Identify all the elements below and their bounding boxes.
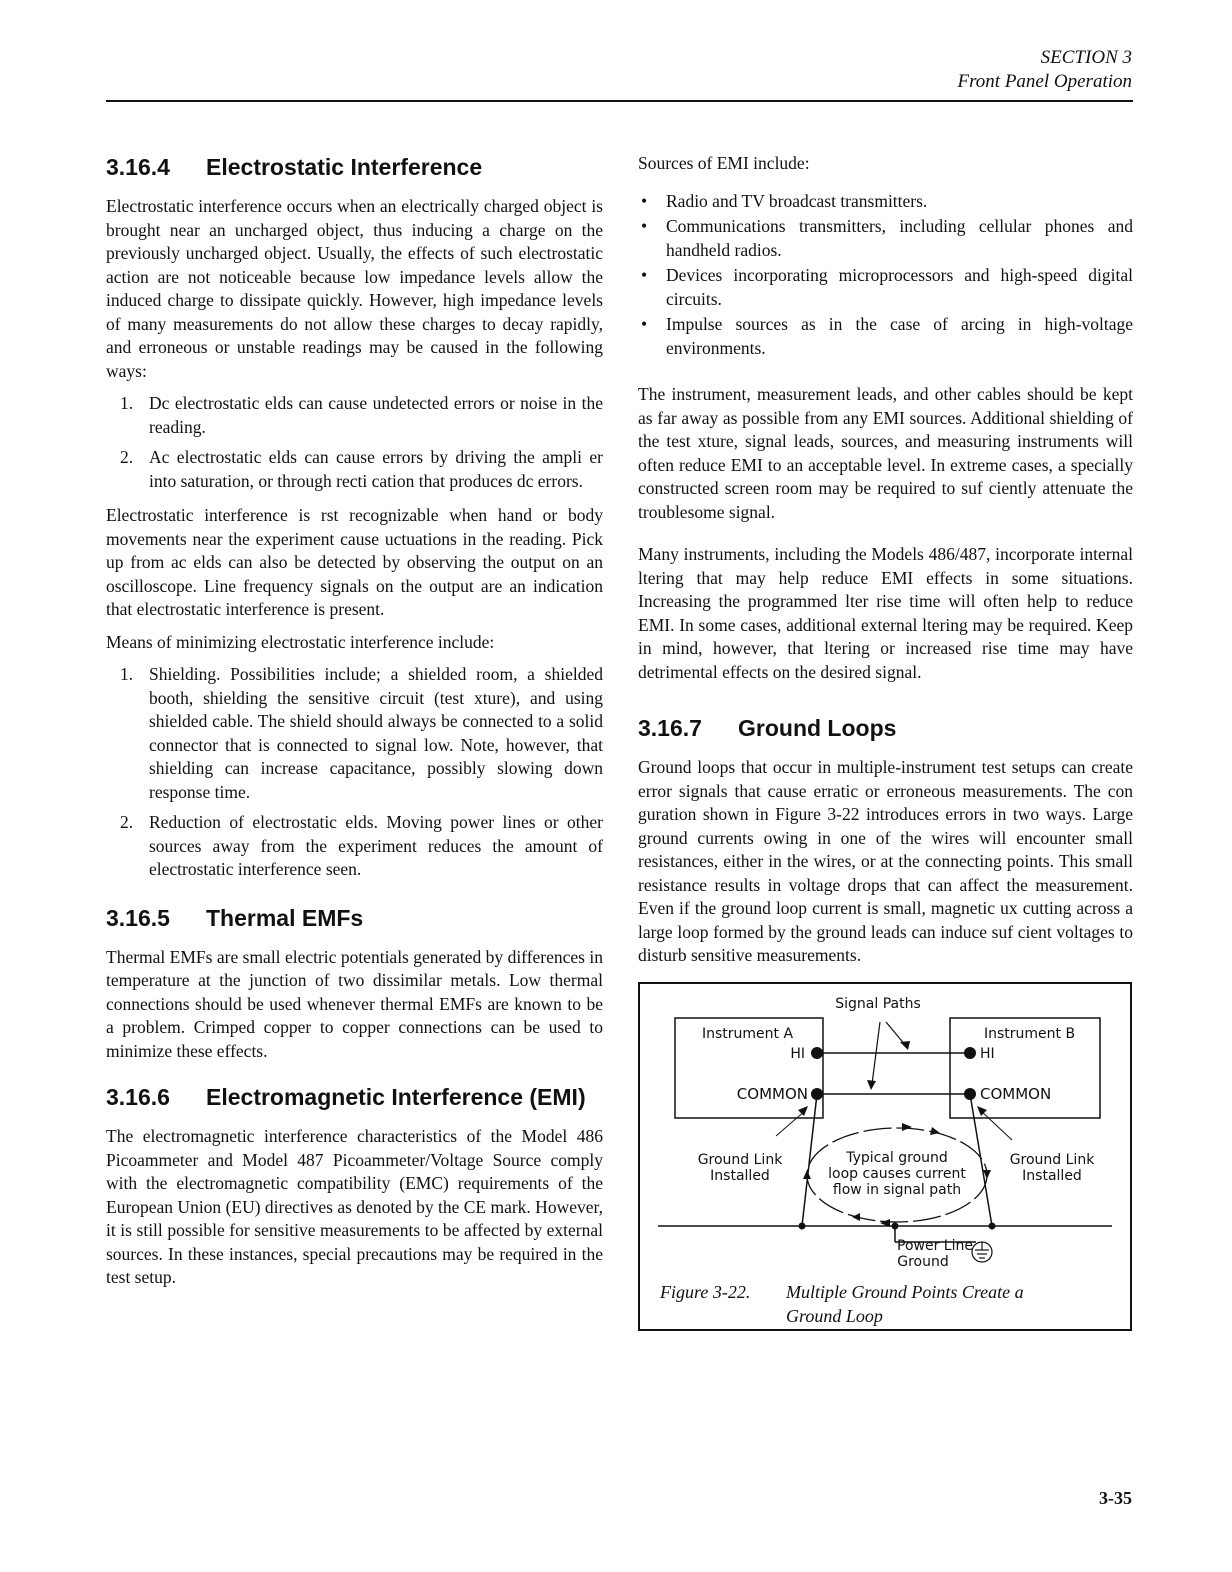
heading-3-16-5: 3.16.5 Thermal EMFs — [106, 904, 364, 931]
paragraph: Many instruments, including the Models 486/487, incorporate internal ltering that may help reduce EMI effects in some situations. Increasing the programmed lter rise time will often help to reduce EMI. In some cases, additional external ltering may be required. Keep in mind, however, that ltering or increased rise time may have detrimental effects on the desired signal. — [638, 544, 1133, 682]
left-column — [106, 152, 603, 1299]
list-item: 1. Shielding. Possibilities include; a shielded room, a shielded booth, shielding the sensitive circuit (test xture), and using shielded cable. The shield should always be connected to a solid connector that is connected to signal low. Note, however, that shielding can increase capacitance, possibly slowing down response time. — [120, 664, 603, 802]
loop-text-2: loop causes current — [828, 1165, 966, 1182]
ground-link-label-b: Ground Link — [1009, 1151, 1095, 1168]
paragraph: The electromagnetic interference characteristics of the Model 486 Picoammeter and Model 487 Picoammeter/Voltage Source comply with the electromagnetic compatibility (EMC) requirements of the European Union (EU) directives as denoted by the CE mark. However, it is still possible for sensitive measurements to be affected by external sources. In these instances, special precautions may be required in the test setup. — [106, 1126, 603, 1287]
list-item: 2. Ac electrostatic elds can cause errors by driving the ampli er into saturation, or through recti cation that produces dc errors. — [120, 447, 603, 491]
ground-link-label-b-2: Installed — [1022, 1167, 1082, 1184]
paragraph: Electrostatic interference occurs when an electrically charged object is brought near an uncharged object, thus inducing a charge on the previously uncharged object. Usually, the effects of such electrostatic action are not noticeable because low impedance levels allow the induced charge to dissipate quickly. However, high impedance levels of many measurements do not allow these charges to decay rapidly, and erroneous or unstable readings may be caused in the following ways: — [106, 196, 603, 381]
list-item: • Impulse sources as in the case of arcing in high-voltage environments. — [641, 314, 1133, 358]
heading-3-16-7: 3.16.7 Ground Loops — [638, 715, 897, 741]
list-item: 2. Reduction of electrostatic elds. Moving power lines or other sources away from the experiment reduces the amount of electrostatic interference seen. — [120, 812, 603, 879]
heading-3-16-6: 3.16.6 Electromagnetic Interference (EMI) — [106, 1084, 586, 1110]
ground-link-label-a: Ground Link — [697, 1151, 783, 1168]
list-item: 1. Dc electrostatic elds can cause undetected errors or noise in the reading. — [120, 393, 603, 437]
figure-caption-text: Multiple Ground Points Create a Ground Loop — [786, 1281, 1024, 1326]
running-header — [958, 46, 1133, 94]
header-rule — [106, 100, 1133, 102]
figure-caption-label: Figure 3-22. — [660, 1281, 751, 1302]
paragraph: Ground loops that occur in multiple-instrument test setups can create error signals that cause erratic or erroneous measurements. The con guration shown in Figure 3-22 introduces errors in two ways. Large ground currents owing in one of the wires will encounter small resistances, either in the wires, or at the connecting points. This small resistance results in voltage drops that can affect the measurement. Even if the ground loop current is small, magnetic ux cutting across a large loop formed by the ground leads can induce suf cient voltages to disturb sensitive measurements. — [638, 757, 1133, 965]
numbered-list — [106, 663, 603, 882]
signal-paths-label: Signal Paths — [835, 995, 921, 1012]
figure-caption — [660, 1280, 1066, 1328]
section-label: SECTION 3 — [1040, 47, 1132, 68]
instrument-a-label: Instrument A — [702, 1025, 794, 1042]
section-subtitle: Front Panel Operation — [957, 71, 1132, 92]
list-item: • Communications transmitters, including cellular phones and handheld radios. — [641, 216, 1133, 260]
instrument-b-label: Instrument B — [984, 1025, 1076, 1042]
loop-text-3: flow in signal path — [832, 1181, 962, 1198]
ground-link-label-a-2: Installed — [710, 1167, 770, 1184]
bullet-list — [638, 190, 1133, 361]
loop-text-1: Typical ground — [846, 1149, 948, 1166]
common-label-b: COMMON — [980, 1084, 1052, 1103]
power-line-label-2: Ground — [897, 1253, 949, 1270]
paragraph: Means of minimizing electrostatic interference include: — [106, 631, 495, 652]
list-item: • Devices incorporating microprocessors and high-speed digital circuits. — [641, 265, 1133, 309]
page-number: 3-35 — [1099, 1488, 1132, 1508]
ground-loop-diagram — [640, 984, 1130, 1329]
hi-label-b: HI — [980, 1045, 995, 1062]
power-line-label: Power Line — [897, 1237, 973, 1254]
figure-3-22 — [638, 982, 1132, 1331]
paragraph: Sources of EMI include: — [638, 153, 810, 173]
paragraph: Electrostatic interference is rst recognizable when hand or body movements near the experiment cause uctuations in the reading. Pick up from ac elds can also be detected by observing the output on an oscilloscope. Line frequency signals on the output are an indication that electrostatic interference is present. — [106, 505, 603, 619]
right-column — [638, 152, 1133, 1331]
paragraph: The instrument, measurement leads, and other cables should be kept as far away as possible from any EMI sources. Additional shielding of the test xture, signal leads, sources, and measuring instruments will often reduce EMI to an acceptable level. In extreme cases, a specially constructed screen room may be required to suf ciently attenuate the troublesome signal. — [638, 384, 1133, 522]
numbered-list — [106, 392, 603, 493]
common-label-a: COMMON — [736, 1084, 808, 1103]
list-item: • Radio and TV broadcast transmitters. — [641, 190, 928, 211]
hi-label-a: HI — [790, 1045, 805, 1062]
heading-3-16-4: 3.16.4 Electrostatic Interference — [106, 154, 483, 180]
paragraph: Thermal EMFs are small electric potentials generated by differences in temperature at the junction of two dissimilar metals. Low thermal connections should be used whenever thermal EMFs are known to be a problem. Crimped copper to copper connections can be used to minimize these effects. — [106, 946, 603, 1061]
